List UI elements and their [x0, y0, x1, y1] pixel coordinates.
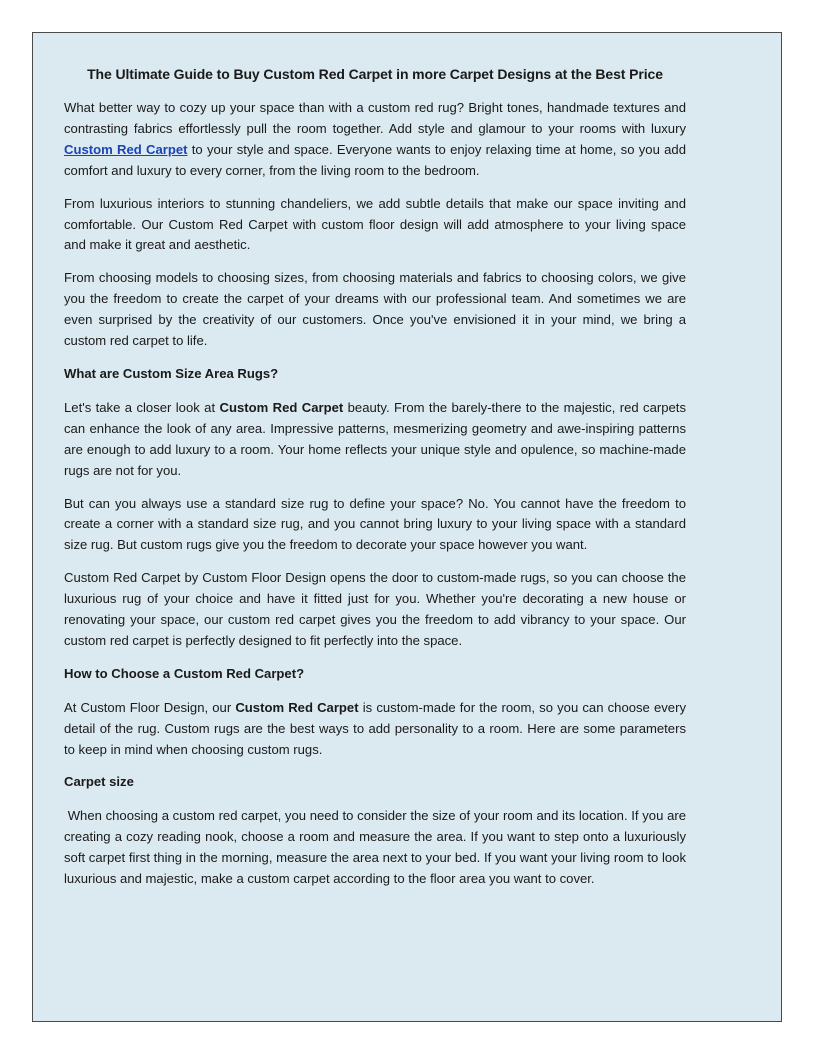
- paragraph-closer-look-bold: Custom Red Carpet: [219, 399, 344, 415]
- paragraph-standard-size: But can you always use a standard size rug to define your space? No. You cannot have the freedom to create a corner with a standard size rug, and you cannot bring luxury to your living space with a standard size rug. But custom rugs give you the freedom to decorate your space however you want.: [64, 495, 686, 553]
- custom-red-carpet-link[interactable]: Custom Red Carpet: [64, 141, 188, 157]
- document-content: [64, 64, 686, 902]
- paragraph-custom-floor-design: Custom Red Carpet by Custom Floor Design opens the door to custom-made rugs, so you can choose the luxurious rug of your choice and have it fitted just for you. Whether you're decorating a new house or renovating your space, our custom red carpet gives you the freedom to add vibrancy to your space. Our custom red carpet is perfectly designed to fit perfectly into the space.: [64, 570, 686, 648]
- paragraph-closer-look-text-1: Let's take a closer look at: [64, 399, 220, 415]
- heading-custom-size-area-rugs: What are Custom Size Area Rugs?: [64, 365, 279, 381]
- paragraph-at-cfd-text-2: is custom-made for the room, so you can choose every detail of the rug. Custom rugs are the best ways to add personality to a room. Here are some parameters to keep in mind when choosing custom rugs.: [64, 699, 686, 757]
- paragraph-closer-look: [64, 398, 686, 482]
- paragraph-at-cfd-text-1: At Custom Floor Design, our: [64, 699, 236, 715]
- paragraph-closer-look-text-2: beauty. From the barely-there to the majestic, red carpets can enhance the look of any area. Impressive patterns, mesmerizing geometry and awe-inspiring patterns are enough to add luxury to a room. Your home reflects your unique style and opulence, so machine-made rugs are not for you.: [64, 399, 686, 478]
- paragraph-carpet-size: When choosing a custom red carpet, you need to consider the size of your room and its location. If you are creating a cozy reading nook, choose a room and measure the area. If you want to step onto a luxuriously soft carpet first thing in the morning, measure the area next to your bed. If you want your living room to look luxurious and majestic, make a custom carpet according to the floor area you want to cover.: [64, 808, 686, 887]
- paragraph-intro-text-2: to your style and space. Everyone wants to enjoy relaxing time at home, so you add comfort and luxury to every corner, from the living room to the bedroom.: [64, 141, 686, 178]
- paragraph-choosing: From choosing models to choosing sizes, from choosing materials and fabrics to choosing colors, we give you the freedom to create the carpet of your dreams with our professional team. And sometimes we are even surprised by the creativity of our customers. Once you've envisioned it in your mind, we bring a custom red carpet to life.: [64, 270, 686, 349]
- paragraph-at-custom-floor-design: [64, 698, 686, 761]
- paragraph-at-cfd-bold: Custom Red Carpet: [235, 699, 359, 715]
- paragraph-intro: [64, 98, 686, 182]
- paragraph-intro-text-1: What better way to cozy up your space than with a custom red rug? Bright tones, handmade textures and contrasting fabrics effortlessly pull the room together. Add style and glamour to your rooms with luxury: [64, 100, 686, 136]
- paragraph-interiors: From luxurious interiors to stunning chandeliers, we add subtle details that make our space inviting and comfortable. Our Custom Red Carpet with custom floor design will add atmosphere to your living space and make it great and aesthetic.: [64, 195, 686, 253]
- document-title: The Ultimate Guide to Buy Custom Red Carpet in more Carpet Designs at the Best Price: [87, 66, 663, 82]
- heading-carpet-size: Carpet size: [64, 774, 134, 790]
- heading-how-to-choose: How to Choose a Custom Red Carpet?: [64, 665, 305, 681]
